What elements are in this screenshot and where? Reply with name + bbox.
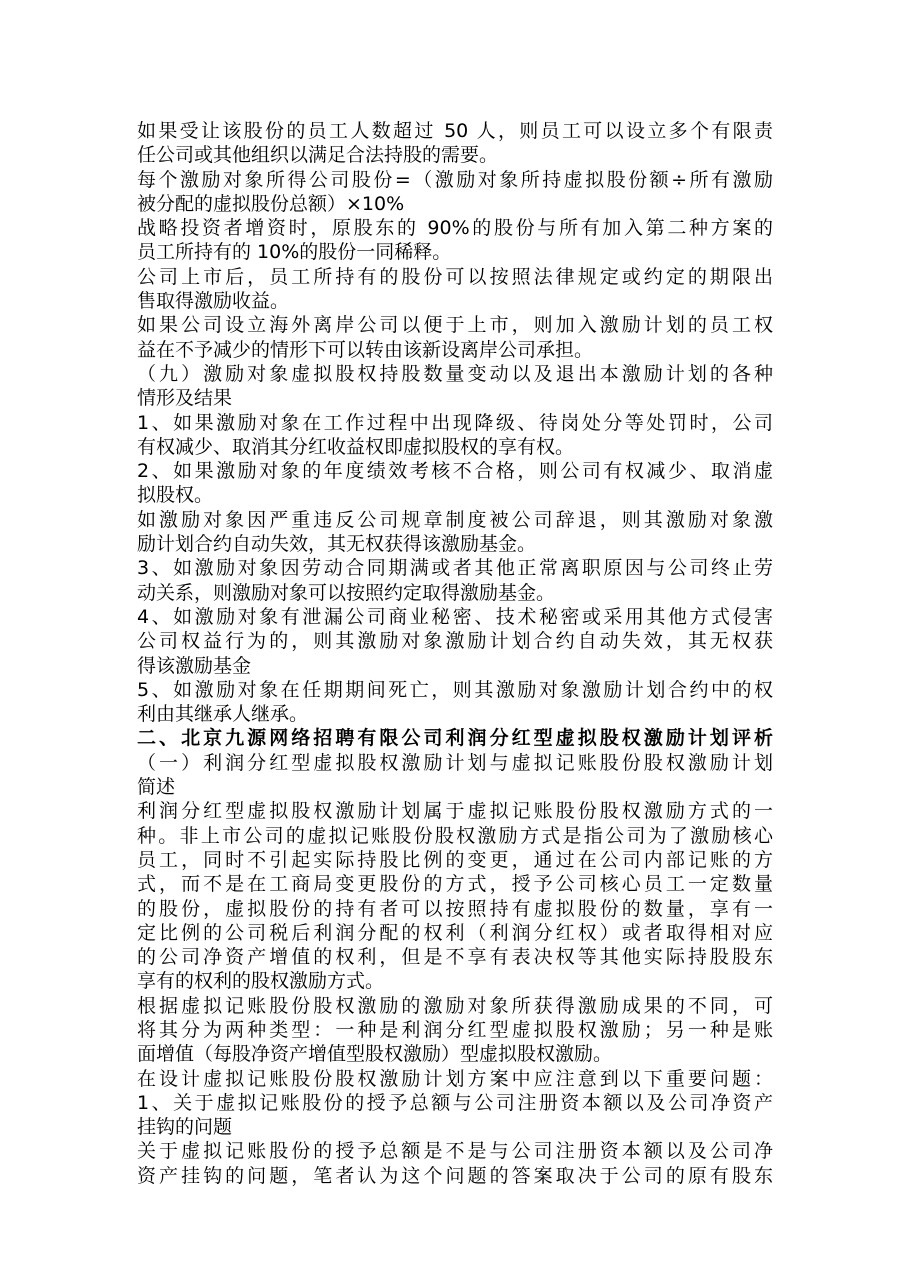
text-line: 4、如激励对象有泄漏公司商业秘密、技术秘密或采用其他方式侵害 bbox=[137, 605, 773, 628]
text-line: 售取得激励收益。 bbox=[137, 290, 290, 313]
text-line: 1、关于虚拟记账股份的授予总额与公司注册资本额以及公司净资产 bbox=[137, 1091, 773, 1114]
text-line: 得该激励基金 bbox=[137, 654, 252, 677]
text-line: 如激励对象因严重违反公司规章制度被公司辞退，则其激励对象激 bbox=[137, 508, 773, 531]
text-line: 利润分红型虚拟股权激励计划属于虚拟记账股份股权激励方式的一 bbox=[137, 800, 773, 823]
text-line: 拟股权。 bbox=[137, 484, 214, 507]
text-line: 公司权益行为的，则其激励对象激励计划合约自动失效，其无权获 bbox=[137, 630, 773, 653]
text-line: 资产挂钩的问题，笔者认为这个问题的答案取决于公司的原有股东 bbox=[137, 1164, 773, 1187]
text-line: 员工所持有的 10%的股份一同稀释。 bbox=[137, 241, 452, 264]
text-line: 益在不予减少的情形下可以转由该新设离岸公司承担。 bbox=[137, 338, 594, 361]
text-line: 在设计虚拟记账股份股权激励计划方案中应注意到以下重要问题： bbox=[137, 1067, 773, 1090]
text-line: 根据虚拟记账股份股权激励的激励对象所获得激励成果的不同，可 bbox=[137, 994, 773, 1017]
text-line: 面增值（每股净资产增值型股权激励）型虚拟股权激励。 bbox=[137, 1043, 613, 1066]
text-line: 被分配的虚拟股份总额）×10% bbox=[137, 192, 405, 215]
section-heading-line: 二、北京九源网络招聘有限公司利润分红型虚拟股权激励计划评析 bbox=[137, 727, 773, 750]
text-line: 公司上市后，员工所持有的股份可以按照法律规定或约定的期限出 bbox=[137, 265, 773, 288]
text-line: 关于虚拟记账股份的授予总额是不是与公司注册资本额以及公司净 bbox=[137, 1140, 773, 1163]
document-body bbox=[137, 119, 773, 1188]
text-line: 式，而不是在工商局变更股份的方式，授予公司核心员工一定数量 bbox=[137, 873, 773, 896]
text-line: （九）激励对象虚拟股权持股数量变动以及退出本激励计划的各种 bbox=[137, 362, 773, 385]
text-line: 员工，同时不引起实际持股比例的变更，通过在公司内部记账的方 bbox=[137, 848, 773, 871]
text-line: 5、如激励对象在任期期间死亡，则其激励对象激励计划合约中的权 bbox=[137, 678, 773, 701]
text-line: 3、如激励对象因劳动合同期满或者其他正常离职原因与公司终止劳 bbox=[137, 557, 773, 580]
text-line: 定比例的公司税后利润分配的权利（利润分红权）或者取得相对应 bbox=[137, 921, 773, 944]
text-line: 如果受让该股份的员工人数超过 50 人，则员工可以设立多个有限责 bbox=[137, 120, 773, 142]
text-line: 有权减少、取消其分红收益权即虚拟股权的享有权。 bbox=[137, 435, 575, 458]
text-line: 挂钩的问题 bbox=[137, 1116, 233, 1139]
text-line: 1、如果激励对象在工作过程中出现降级、待岗处分等处罚时，公司 bbox=[137, 411, 773, 434]
text-line: 简述 bbox=[137, 776, 176, 799]
text-line: 动关系，则激励对象可以按照约定取得激励基金。 bbox=[137, 581, 556, 604]
text-line: 战略投资者增资时，原股东的 90%的股份与所有加入第二种方案的 bbox=[137, 217, 773, 240]
text-line: 如果公司设立海外离岸公司以便于上市，则加入激励计划的员工权 bbox=[137, 314, 773, 337]
text-line: 情形及结果 bbox=[137, 387, 233, 410]
text-line: 的公司净资产增值的权利，但是不享有表决权等其他实际持股股东 bbox=[137, 946, 773, 969]
text-line: 将其分为两种类型：一种是利润分红型虚拟股权激励；另一种是账 bbox=[137, 1018, 773, 1041]
text-line: 享有的权利的股权激励方式。 bbox=[137, 970, 385, 993]
text-line: 2、如果激励对象的年度绩效考核不合格，则公司有权减少、取消虚 bbox=[137, 460, 773, 483]
text-line: 每个激励对象所得公司股份=（激励对象所持虚拟股份额÷所有激励 bbox=[137, 168, 773, 191]
text-line: （一）利润分红型虚拟股权激励计划与虚拟记账股份股权激励计划 bbox=[137, 751, 773, 774]
text-line: 种。非上市公司的虚拟记账股份股权激励方式是指公司为了激励核心 bbox=[137, 824, 773, 847]
text-line: 利由其继承人继承。 bbox=[137, 703, 309, 726]
text-line: 的股份，虚拟股份的持有者可以按照持有虚拟股份的数量，享有一 bbox=[137, 897, 773, 920]
text-line: 励计划合约自动失效，其无权获得该激励基金。 bbox=[137, 533, 537, 556]
text-line: 任公司或其他组织以满足合法持股的需要。 bbox=[137, 144, 499, 167]
